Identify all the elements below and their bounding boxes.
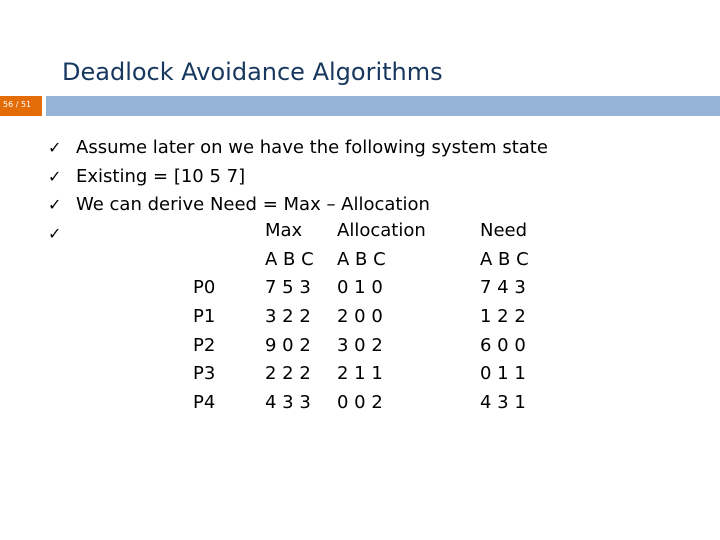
- table-subheader-row: [0, 249, 720, 278]
- process-cell: P2: [193, 334, 216, 356]
- bullet-text: We can derive Need = Max – Allocation: [76, 194, 430, 215]
- need-cell: 1 2 2: [480, 306, 526, 328]
- table-header-row: [0, 220, 720, 249]
- bullet-text: Assume later on we have the following system state: [76, 137, 548, 158]
- subheader-need: A B C: [480, 248, 529, 270]
- header-bar-accent: [46, 96, 720, 116]
- max-cell: 7 5 3: [265, 277, 311, 299]
- allocation-cell: 3 0 2: [337, 334, 383, 356]
- bullet-text: Existing = [10 5 7]: [76, 165, 246, 187]
- max-cell: 3 2 2: [265, 306, 311, 328]
- header-bar: [0, 96, 720, 116]
- subheader-allocation: A B C: [337, 248, 386, 270]
- header-max: Max: [265, 220, 303, 241]
- subheader-max: A B C: [265, 248, 314, 270]
- max-cell: 2 2 2: [265, 363, 311, 385]
- max-cell: 9 0 2: [265, 334, 311, 356]
- checkmark-icon: ✓: [48, 166, 62, 186]
- process-cell: P4: [193, 392, 216, 414]
- need-cell: 6 0 0: [480, 334, 526, 356]
- checkmark-icon: ✓: [48, 195, 62, 214]
- allocation-cell: 0 1 0: [337, 277, 383, 299]
- process-cell: P1: [193, 306, 216, 328]
- process-cell: P0: [193, 277, 216, 299]
- table-row: [0, 306, 720, 335]
- bullet-item: [48, 166, 568, 195]
- header-allocation: Allocation: [337, 220, 426, 241]
- checkmark-icon: ✓: [48, 223, 62, 243]
- page-number: 56 / 51: [3, 100, 32, 109]
- table-row: [0, 277, 720, 306]
- header-need: Need: [480, 220, 528, 241]
- checkmark-icon: ✓: [48, 138, 62, 157]
- allocation-cell: 0 0 2: [337, 392, 383, 414]
- allocation-cell: 2 1 1: [337, 363, 383, 385]
- allocation-cell: 2 0 0: [337, 306, 383, 328]
- table-row: [0, 335, 720, 364]
- resource-table: [0, 220, 720, 421]
- need-cell: 4 3 1: [480, 392, 526, 414]
- page-number-box: [0, 96, 42, 116]
- need-cell: 7 4 3: [480, 277, 526, 299]
- table-row: [0, 392, 720, 421]
- slide-title: Deadlock Avoidance Algorithms: [62, 58, 443, 86]
- table-row: [0, 363, 720, 392]
- bullet-item: [48, 137, 568, 166]
- bullet-item: [48, 194, 568, 223]
- need-cell: 0 1 1: [480, 363, 526, 385]
- process-cell: P3: [193, 363, 216, 385]
- max-cell: 4 3 3: [265, 392, 311, 414]
